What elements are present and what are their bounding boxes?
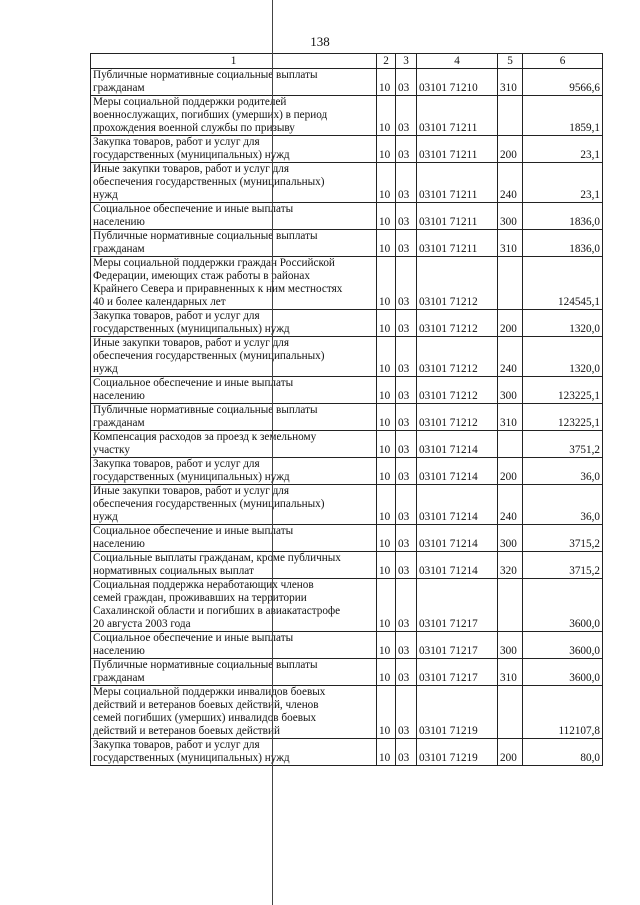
row-amount: 3600,0: [523, 579, 603, 632]
row-subsection: 03: [396, 404, 417, 431]
row-amount: 23,1: [523, 136, 603, 163]
row-subsection: 03: [396, 579, 417, 632]
row-subsection: 03: [396, 458, 417, 485]
table-row: [91, 69, 603, 96]
row-subsection: 03: [396, 659, 417, 686]
table-row: [91, 632, 603, 659]
row-subsection: 03: [396, 377, 417, 404]
table-row: [91, 431, 603, 458]
table-row: [91, 163, 603, 203]
row-section: 10: [377, 632, 396, 659]
row-amount: 1320,0: [523, 310, 603, 337]
row-section: 10: [377, 136, 396, 163]
header-col-1: 1: [91, 54, 377, 69]
row-target-article: 03101 71211: [417, 136, 498, 163]
table-row: [91, 310, 603, 337]
table-row: [91, 552, 603, 579]
row-subsection: 03: [396, 163, 417, 203]
row-subsection: 03: [396, 230, 417, 257]
row-expense-type: [498, 686, 523, 739]
row-subsection: 03: [396, 96, 417, 136]
row-name: Социальное обеспечение и иные выплаты населению: [91, 525, 377, 552]
table-row: [91, 404, 603, 431]
header-col-5: 5: [498, 54, 523, 69]
row-target-article: 03101 71212: [417, 337, 498, 377]
row-section: 10: [377, 257, 396, 310]
row-expense-type: 300: [498, 525, 523, 552]
row-subsection: 03: [396, 431, 417, 458]
row-target-article: 03101 71211: [417, 203, 498, 230]
row-name: Меры социальной поддержки инвалидов боевых действий и ветеранов боевых действий, членов семей погибших (умерших) инвалидов боевых действий и ветеранов боевых действий: [91, 686, 377, 739]
row-expense-type: 200: [498, 136, 523, 163]
row-expense-type: 300: [498, 377, 523, 404]
row-amount: 3751,2: [523, 431, 603, 458]
row-name: Социальная поддержка неработающих членов семей граждан, проживавших на территории Сахалинской области и погибших в авиакатастрофе 20 августа 2003 года: [91, 579, 377, 632]
row-subsection: 03: [396, 686, 417, 739]
row-amount: 23,1: [523, 163, 603, 203]
row-name: Публичные нормативные социальные выплаты гражданам: [91, 404, 377, 431]
row-section: 10: [377, 659, 396, 686]
row-subsection: 03: [396, 525, 417, 552]
row-name: Иные закупки товаров, работ и услуг для обеспечения государственных (муниципальных) нужд: [91, 337, 377, 377]
row-name: Социальное обеспечение и иные выплаты населению: [91, 203, 377, 230]
row-amount: 112107,8: [523, 686, 603, 739]
table-header-row: [91, 54, 603, 69]
row-expense-type: 310: [498, 230, 523, 257]
row-section: 10: [377, 310, 396, 337]
row-expense-type: 240: [498, 485, 523, 525]
row-target-article: 03101 71212: [417, 310, 498, 337]
row-amount: 1320,0: [523, 337, 603, 377]
row-name: Социальное обеспечение и иные выплаты населению: [91, 377, 377, 404]
row-section: 10: [377, 552, 396, 579]
row-amount: 3715,2: [523, 552, 603, 579]
row-amount: 123225,1: [523, 377, 603, 404]
table-row: [91, 230, 603, 257]
table-row: [91, 579, 603, 632]
row-expense-type: 200: [498, 739, 523, 766]
row-subsection: 03: [396, 552, 417, 579]
row-target-article: 03101 71211: [417, 163, 498, 203]
row-section: 10: [377, 739, 396, 766]
row-target-article: 03101 71214: [417, 485, 498, 525]
row-target-article: 03101 71212: [417, 377, 498, 404]
header-col-2: 2: [377, 54, 396, 69]
row-subsection: 03: [396, 257, 417, 310]
row-expense-type: 240: [498, 337, 523, 377]
row-name: Закупка товаров, работ и услуг для государственных (муниципальных) нужд: [91, 458, 377, 485]
row-amount: 1836,0: [523, 230, 603, 257]
row-expense-type: [498, 431, 523, 458]
row-section: 10: [377, 686, 396, 739]
row-name: Закупка товаров, работ и услуг для государственных (муниципальных) нужд: [91, 739, 377, 766]
row-name: Социальное обеспечение и иные выплаты населению: [91, 632, 377, 659]
row-name: Закупка товаров, работ и услуг для государственных (муниципальных) нужд: [91, 136, 377, 163]
row-target-article: 03101 71217: [417, 632, 498, 659]
row-target-article: 03101 71214: [417, 525, 498, 552]
row-target-article: 03101 71212: [417, 404, 498, 431]
row-name: Закупка товаров, работ и услуг для государственных (муниципальных) нужд: [91, 310, 377, 337]
header-col-6: 6: [523, 54, 603, 69]
row-name: Иные закупки товаров, работ и услуг для обеспечения государственных (муниципальных) нужд: [91, 485, 377, 525]
budget-table: [90, 53, 603, 766]
row-expense-type: [498, 257, 523, 310]
row-expense-type: 310: [498, 69, 523, 96]
row-expense-type: 240: [498, 163, 523, 203]
row-section: 10: [377, 525, 396, 552]
page-number: 138: [310, 34, 330, 49]
row-expense-type: [498, 579, 523, 632]
table-row: [91, 136, 603, 163]
row-amount: 1859,1: [523, 96, 603, 136]
row-section: 10: [377, 337, 396, 377]
row-target-article: 03101 71212: [417, 257, 498, 310]
table-row: [91, 96, 603, 136]
row-subsection: 03: [396, 136, 417, 163]
row-amount: 3715,2: [523, 525, 603, 552]
row-target-article: 03101 71211: [417, 230, 498, 257]
row-name: Иные закупки товаров, работ и услуг для обеспечения государственных (муниципальных) нужд: [91, 163, 377, 203]
row-subsection: 03: [396, 632, 417, 659]
row-subsection: 03: [396, 485, 417, 525]
header-col-3: 3: [396, 54, 417, 69]
row-expense-type: 300: [498, 632, 523, 659]
row-expense-type: 310: [498, 404, 523, 431]
row-section: 10: [377, 579, 396, 632]
row-name: Компенсация расходов за проезд к земельному участку: [91, 431, 377, 458]
row-subsection: 03: [396, 310, 417, 337]
row-amount: 124545,1: [523, 257, 603, 310]
row-name: Публичные нормативные социальные выплаты гражданам: [91, 659, 377, 686]
row-amount: 3600,0: [523, 632, 603, 659]
row-subsection: 03: [396, 69, 417, 96]
row-amount: 36,0: [523, 485, 603, 525]
row-expense-type: [498, 96, 523, 136]
row-target-article: 03101 71219: [417, 686, 498, 739]
scan-vertical-line: [272, 0, 273, 905]
row-section: 10: [377, 485, 396, 525]
row-amount: 3600,0: [523, 659, 603, 686]
table-row: [91, 659, 603, 686]
row-expense-type: 300: [498, 203, 523, 230]
row-section: 10: [377, 377, 396, 404]
table-row: [91, 458, 603, 485]
row-amount: 9566,6: [523, 69, 603, 96]
row-target-article: 03101 71214: [417, 552, 498, 579]
row-name: Социальные выплаты гражданам, кроме публичных нормативных социальных выплат: [91, 552, 377, 579]
table-row: [91, 337, 603, 377]
row-amount: 1836,0: [523, 203, 603, 230]
row-section: 10: [377, 230, 396, 257]
row-section: 10: [377, 458, 396, 485]
row-subsection: 03: [396, 739, 417, 766]
row-expense-type: 200: [498, 310, 523, 337]
row-target-article: 03101 71217: [417, 579, 498, 632]
row-target-article: 03101 71219: [417, 739, 498, 766]
row-target-article: 03101 71210: [417, 69, 498, 96]
row-amount: 80,0: [523, 739, 603, 766]
row-section: 10: [377, 203, 396, 230]
row-target-article: 03101 71214: [417, 458, 498, 485]
table-body: [91, 69, 603, 766]
table-row: [91, 485, 603, 525]
table-row: [91, 203, 603, 230]
row-name: Меры социальной поддержки граждан Российской Федерации, имеющих стаж работы в районах Крайнего Севера и приравненных к ним местностях 40 и более календарных лет: [91, 257, 377, 310]
row-amount: 36,0: [523, 458, 603, 485]
row-amount: 123225,1: [523, 404, 603, 431]
row-expense-type: 200: [498, 458, 523, 485]
table-row: [91, 525, 603, 552]
row-name: Публичные нормативные социальные выплаты гражданам: [91, 230, 377, 257]
row-name: Меры социальной поддержки родителей военнослужащих, погибших (умерших) в период прохождения военной службы по призыву: [91, 96, 377, 136]
row-subsection: 03: [396, 337, 417, 377]
row-target-article: 03101 71217: [417, 659, 498, 686]
row-target-article: 03101 71211: [417, 96, 498, 136]
row-expense-type: 320: [498, 552, 523, 579]
table-row: [91, 257, 603, 310]
row-subsection: 03: [396, 203, 417, 230]
header-col-4: 4: [417, 54, 498, 69]
row-name: Публичные нормативные социальные выплаты гражданам: [91, 69, 377, 96]
row-section: 10: [377, 96, 396, 136]
table-row: [91, 739, 603, 766]
row-section: 10: [377, 163, 396, 203]
row-section: 10: [377, 404, 396, 431]
table-row: [91, 377, 603, 404]
row-section: 10: [377, 431, 396, 458]
row-expense-type: 310: [498, 659, 523, 686]
row-section: 10: [377, 69, 396, 96]
row-target-article: 03101 71214: [417, 431, 498, 458]
table-row: [91, 686, 603, 739]
